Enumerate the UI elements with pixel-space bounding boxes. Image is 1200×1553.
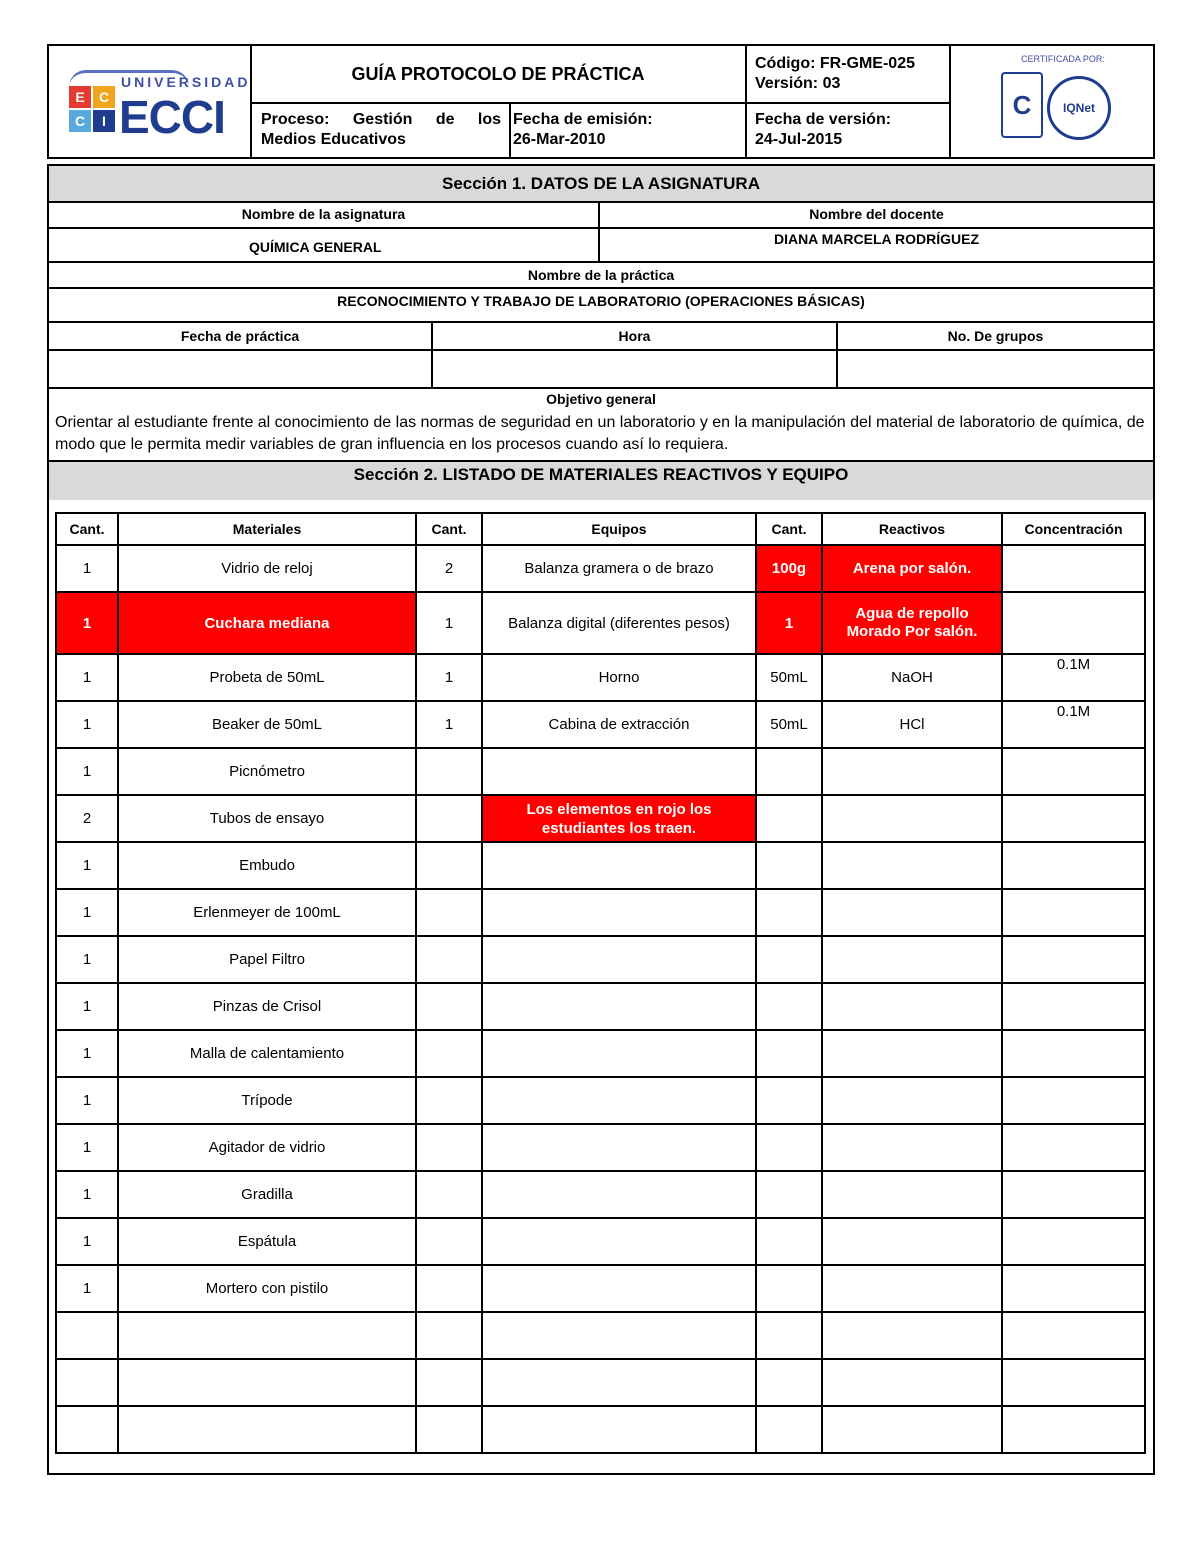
table-row xyxy=(56,1030,1145,1077)
table-cell xyxy=(756,1124,822,1171)
practice-value: RECONOCIMIENTO Y TRABAJO DE LABORATORIO (OPERACIONES BÁSICAS) xyxy=(49,289,1153,323)
table-cell xyxy=(56,1312,118,1359)
table-row xyxy=(56,936,1145,983)
table-cell: 1 xyxy=(56,748,118,795)
col-header: Reactivos xyxy=(822,513,1002,545)
table-row xyxy=(56,1359,1145,1406)
table-cell xyxy=(416,1359,482,1406)
table-cell xyxy=(416,889,482,936)
table-cell xyxy=(756,1218,822,1265)
table-cell xyxy=(416,842,482,889)
iqnet-seal-icon: IQNet xyxy=(1047,76,1111,140)
subject-value-row xyxy=(49,229,1153,263)
hour-label: Hora xyxy=(618,328,651,344)
table-cell: Pinzas de Crisol xyxy=(118,983,416,1030)
table-cell: 50mL xyxy=(756,654,822,701)
table-cell: 1 xyxy=(56,1030,118,1077)
table-row xyxy=(56,654,1145,701)
table-row xyxy=(56,592,1145,654)
table-row xyxy=(56,795,1145,842)
icontec-seal-icon: C xyxy=(1001,72,1043,138)
table-cell: 1 xyxy=(56,1218,118,1265)
table-cell: 1 xyxy=(56,654,118,701)
version-date-block xyxy=(755,110,945,150)
table-cell: Picnómetro xyxy=(118,748,416,795)
issue-date-block xyxy=(513,110,741,150)
table-cell: NaOH xyxy=(822,654,1002,701)
table-cell: Embudo xyxy=(118,842,416,889)
table-cell: Vidrio de reloj xyxy=(118,545,416,592)
table-cell xyxy=(756,889,822,936)
table-cell xyxy=(1002,1312,1145,1359)
process-text: Proceso: Gestión de los Medios Educativos xyxy=(261,111,501,148)
table-cell: 1 xyxy=(416,654,482,701)
table-cell: 0.1M xyxy=(1002,701,1145,748)
document-header xyxy=(47,44,1155,159)
table-cell xyxy=(416,748,482,795)
table-cell xyxy=(56,1359,118,1406)
subject-value: QUÍMICA GENERAL xyxy=(249,239,382,255)
practice-label: Nombre de la práctica xyxy=(49,263,1153,289)
table-cell: Espátula xyxy=(118,1218,416,1265)
table-cell xyxy=(118,1312,416,1359)
table-cell: Probeta de 50mL xyxy=(118,654,416,701)
table-cell xyxy=(482,1124,756,1171)
table-cell xyxy=(756,795,822,842)
table-cell xyxy=(416,795,482,842)
table-cell xyxy=(756,842,822,889)
table-cell xyxy=(482,889,756,936)
table-cell-highlight: 1 xyxy=(56,592,118,654)
schedule-value-row xyxy=(49,351,1153,389)
table-cell: 1 xyxy=(56,842,118,889)
table-cell xyxy=(756,983,822,1030)
teacher-value: DIANA MARCELA RODRÍGUEZ xyxy=(773,231,980,247)
table-cell xyxy=(1002,1265,1145,1312)
table-cell xyxy=(416,1406,482,1453)
table-cell xyxy=(482,842,756,889)
table-cell xyxy=(1002,545,1145,592)
table-cell: Cabina de extracción xyxy=(482,701,756,748)
table-cell xyxy=(1002,1077,1145,1124)
table-cell: Agitador de vidrio xyxy=(118,1124,416,1171)
certification-area xyxy=(951,46,1153,157)
table-cell xyxy=(416,1171,482,1218)
table-row xyxy=(56,1171,1145,1218)
red-items-note: Los elementos en rojo los estudiantes los traen. xyxy=(482,795,756,842)
table-cell: 2 xyxy=(416,545,482,592)
table-cell xyxy=(822,1030,1002,1077)
table-row xyxy=(56,842,1145,889)
table-row xyxy=(56,1124,1145,1171)
table-cell-highlight: 100g xyxy=(756,545,822,592)
version-text: Versión: 03 xyxy=(755,75,841,92)
table-cell xyxy=(1002,983,1145,1030)
table-cell xyxy=(756,1077,822,1124)
objective-text: Orientar al estudiante frente al conocimiento de las normas de seguridad en un laboratorio y en la manipulación del material de laboratorio de química, de modo que le permita medir variables de gran influencia en los procesos cuando así lo requiera. xyxy=(55,414,1145,453)
university-logo xyxy=(49,46,251,157)
table-row xyxy=(56,701,1145,748)
version-label: Fecha de versión: xyxy=(755,111,892,128)
col-header: Concentración xyxy=(1002,513,1145,545)
table-cell xyxy=(822,983,1002,1030)
table-cell: 0.1M xyxy=(1002,654,1145,701)
table-cell: 1 xyxy=(56,1265,118,1312)
table-cell: 1 xyxy=(56,983,118,1030)
table-cell xyxy=(822,936,1002,983)
table-cell xyxy=(1002,1171,1145,1218)
table-cell xyxy=(822,1218,1002,1265)
table-cell: 2 xyxy=(56,795,118,842)
version-date: 24-Jul-2015 xyxy=(755,131,843,148)
table-cell: Horno xyxy=(482,654,756,701)
table-cell: 50mL xyxy=(756,701,822,748)
section-1-title: Sección 1. DATOS DE LA ASIGNATURA xyxy=(49,166,1153,203)
table-cell xyxy=(822,795,1002,842)
subject-label: Nombre de la asignatura xyxy=(241,206,406,222)
table-cell xyxy=(416,936,482,983)
col-header: Equipos xyxy=(482,513,756,545)
table-cell xyxy=(1002,1030,1145,1077)
logo-word: UNIVERSIDAD xyxy=(121,74,251,90)
section-2-title: Sección 2. LISTADO DE MATERIALES REACTIVOS Y EQUIPO xyxy=(49,460,1153,500)
table-cell xyxy=(822,1124,1002,1171)
table-cell: Papel Filtro xyxy=(118,936,416,983)
table-cell xyxy=(756,1265,822,1312)
table-cell xyxy=(482,748,756,795)
table-row xyxy=(56,1265,1145,1312)
table-cell xyxy=(1002,842,1145,889)
table-cell-highlight: 1 xyxy=(756,592,822,654)
table-cell xyxy=(482,1359,756,1406)
table-cell: HCl xyxy=(822,701,1002,748)
subject-header-row xyxy=(49,203,1153,229)
table-cell: 1 xyxy=(416,701,482,748)
table-cell: 1 xyxy=(56,1077,118,1124)
table-row xyxy=(56,1218,1145,1265)
table-cell: Balanza digital (diferentes pesos) xyxy=(482,592,756,654)
table-row xyxy=(56,748,1145,795)
cert-title: CERTIFICADA POR: xyxy=(1021,54,1105,64)
table-cell: 1 xyxy=(56,545,118,592)
table-cell xyxy=(1002,748,1145,795)
logo-letter: I xyxy=(93,110,115,132)
groups-label: No. De grupos xyxy=(947,328,1044,344)
table-cell xyxy=(416,983,482,1030)
table-cell xyxy=(482,1406,756,1453)
schedule-header-row xyxy=(49,323,1153,351)
date-label: Fecha de práctica xyxy=(180,328,300,344)
table-cell xyxy=(822,1171,1002,1218)
table-cell xyxy=(416,1030,482,1077)
table-row xyxy=(56,983,1145,1030)
table-cell xyxy=(482,983,756,1030)
table-cell xyxy=(56,1406,118,1453)
table-cell-highlight: Arena por salón. xyxy=(822,545,1002,592)
issue-label: Fecha de emisión: xyxy=(513,111,653,128)
table-cell xyxy=(822,748,1002,795)
table-cell xyxy=(822,889,1002,936)
issue-date: 26-Mar-2010 xyxy=(513,131,606,148)
table-cell: Tubos de ensayo xyxy=(118,795,416,842)
section-1 xyxy=(47,164,1155,500)
table-cell: Trípode xyxy=(118,1077,416,1124)
table-cell-highlight: Agua de repollo Morado Por salón. xyxy=(822,592,1002,654)
table-cell xyxy=(482,1030,756,1077)
code-text: Código: FR-GME-025 xyxy=(755,55,915,72)
table-cell xyxy=(482,1312,756,1359)
table-cell xyxy=(482,1265,756,1312)
materials-table xyxy=(55,512,1146,1454)
table-cell xyxy=(416,1077,482,1124)
table-cell xyxy=(822,842,1002,889)
table-cell xyxy=(1002,1124,1145,1171)
table-cell: 1 xyxy=(56,701,118,748)
col-header: Cant. xyxy=(56,513,118,545)
col-header: Cant. xyxy=(756,513,822,545)
logo-name: ECCI xyxy=(119,91,225,143)
table-cell xyxy=(482,1218,756,1265)
table-cell xyxy=(822,1077,1002,1124)
logo-letter: E xyxy=(69,86,91,108)
table-cell xyxy=(756,748,822,795)
table-cell: Balanza gramera o de brazo xyxy=(482,545,756,592)
logo-letter: C xyxy=(93,86,115,108)
objective-label: Objetivo general xyxy=(546,391,656,407)
table-cell xyxy=(1002,1218,1145,1265)
table-cell: 1 xyxy=(56,936,118,983)
table-row xyxy=(56,545,1145,592)
logo-grid-icon xyxy=(69,86,115,132)
table-cell xyxy=(822,1265,1002,1312)
table-cell xyxy=(756,1030,822,1077)
table-row xyxy=(56,1406,1145,1453)
col-header: Cant. xyxy=(416,513,482,545)
table-cell xyxy=(416,1124,482,1171)
table-cell: Gradilla xyxy=(118,1171,416,1218)
table-cell xyxy=(1002,889,1145,936)
teacher-label: Nombre del docente xyxy=(809,206,944,222)
table-cell xyxy=(822,1359,1002,1406)
table-row xyxy=(56,1312,1145,1359)
document-code xyxy=(755,54,945,94)
table-cell xyxy=(756,936,822,983)
table-cell: Malla de calentamiento xyxy=(118,1030,416,1077)
table-cell xyxy=(1002,1406,1145,1453)
table-cell: 1 xyxy=(56,1171,118,1218)
table-cell xyxy=(756,1171,822,1218)
table-cell xyxy=(822,1312,1002,1359)
table-cell xyxy=(118,1406,416,1453)
table-cell xyxy=(416,1312,482,1359)
table-row xyxy=(56,889,1145,936)
table-cell xyxy=(416,1218,482,1265)
table-cell xyxy=(482,936,756,983)
logo-letter: C xyxy=(69,110,91,132)
table-cell xyxy=(756,1359,822,1406)
table-cell xyxy=(822,1406,1002,1453)
table-cell xyxy=(482,1171,756,1218)
table-cell xyxy=(1002,592,1145,654)
document-title: GUÍA PROTOCOLO DE PRÁCTICA xyxy=(351,64,645,84)
table-cell: 1 xyxy=(416,592,482,654)
table-cell xyxy=(482,1077,756,1124)
table-row xyxy=(56,1077,1145,1124)
table-cell xyxy=(1002,936,1145,983)
table-cell: Beaker de 50mL xyxy=(118,701,416,748)
table-header-row xyxy=(56,513,1145,545)
table-cell: 1 xyxy=(56,1124,118,1171)
table-cell xyxy=(1002,795,1145,842)
table-cell xyxy=(118,1359,416,1406)
table-cell-highlight: Cuchara mediana xyxy=(118,592,416,654)
table-cell: Erlenmeyer de 100mL xyxy=(118,889,416,936)
table-cell xyxy=(756,1312,822,1359)
col-header: Materiales xyxy=(118,513,416,545)
table-cell: 1 xyxy=(56,889,118,936)
table-cell xyxy=(1002,1359,1145,1406)
table-cell xyxy=(416,1265,482,1312)
table-cell xyxy=(756,1406,822,1453)
table-cell: Mortero con pistilo xyxy=(118,1265,416,1312)
